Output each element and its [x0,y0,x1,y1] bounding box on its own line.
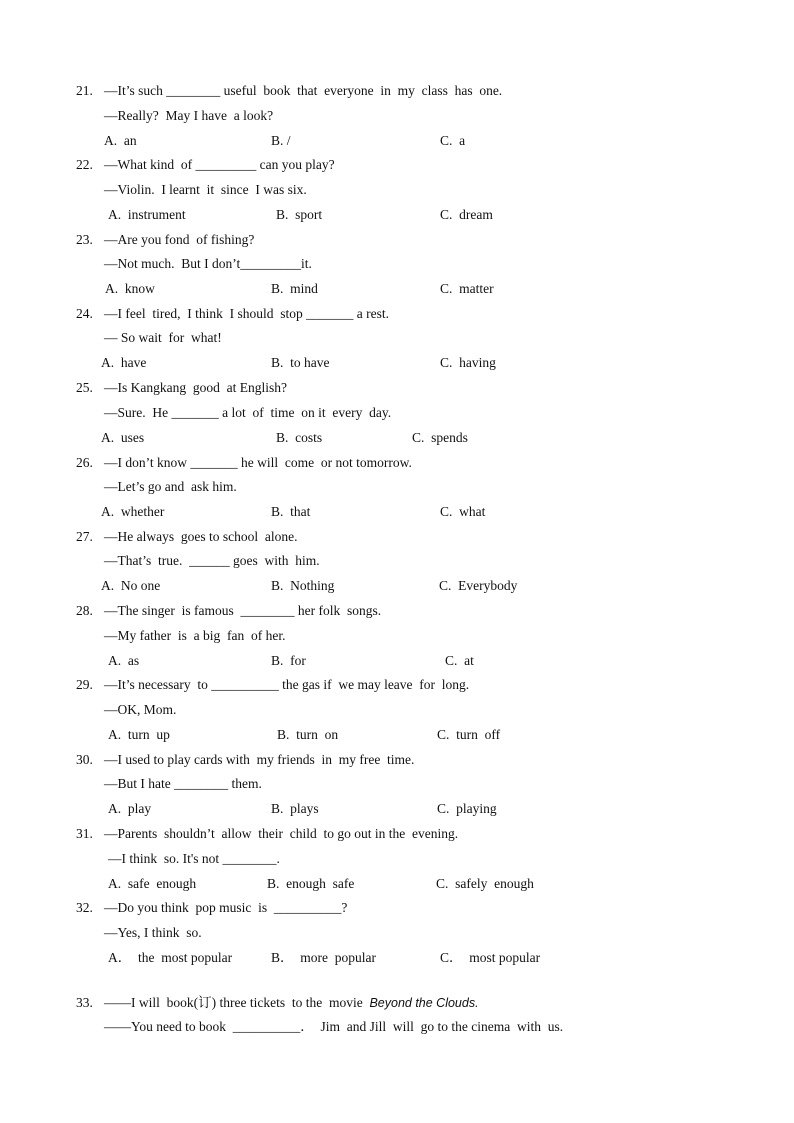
question-response: —My father is a big fan of her. [104,627,286,643]
question-number: 26. [76,454,93,470]
answer-option-c: C. spends [412,429,468,445]
question-response: —Sure. He _______ a lot of time on it every day. [104,404,392,420]
question-response: —Let’s go and ask him. [104,479,237,494]
question-number: 32. [76,900,93,916]
answer-option-b: B. enough safe [267,875,355,891]
question-prompt [76,603,381,619]
answer-option-a: A. as [108,652,140,668]
question-response: —I think so. It's not ________. [108,850,280,866]
answer-option-c: C. a [440,132,466,148]
question-prompt [76,826,458,842]
question-response: —Not much. But I don’t_________it. [104,256,312,272]
answer-option-c: C. at [445,652,474,668]
question-text: —The singer is famous ________ her folk songs. [104,603,382,619]
question-33-prompt [76,995,479,1011]
question-prompt [76,752,414,768]
question-text: —It’s necessary to __________ the gas if we may leave for long. [104,677,470,693]
question-number: 33. [76,995,93,1010]
answer-option-a: A. turn up [108,726,170,742]
answer-option-b: B. sport [276,206,323,222]
question-prompt [76,900,347,916]
answer-option-b: B. plays [271,801,319,817]
answer-option-a: A. No one [101,578,161,594]
question-number: 31. [76,826,93,841]
question-prompt [76,380,287,396]
question-number: 24. [76,305,93,321]
question-text: —Do you think pop music is __________? [104,900,348,916]
question-number: 30. [76,751,93,767]
answer-option-b: B. for [271,652,306,668]
question-text: —Are you fond of fishing? [104,231,255,247]
question-prompt [76,232,254,248]
answer-option-b: B. costs [276,429,323,445]
question-prompt [76,306,389,322]
question-response: —Yes, I think so. [104,924,202,940]
answer-option-c: C. safely enough [436,875,534,891]
question-number: 28. [76,603,93,619]
question-text: —Parents shouldn’t allow their child to go out in the evening. [104,826,459,841]
question-response: —That’s true. ______ goes with him. [104,553,320,569]
answer-option-c: C. dream [440,206,493,222]
question-response: —But I hate ________ them. [104,776,262,792]
answer-option-c: C. Everybody [439,578,518,594]
answer-option-a: A. safe enough [108,875,197,891]
answer-option-a: A． the most popular [108,949,233,965]
answer-option-a: A. play [108,801,152,817]
question-number: 22. [76,157,93,173]
question-prompt [76,529,297,545]
answer-option-b: B. that [271,504,311,519]
question-text: —He always goes to school alone. [104,528,298,544]
question-response: —Violin. I learnt it since I was six. [104,181,307,197]
answer-option-a: A. an [104,132,137,148]
answer-option-c: C. matter [440,281,494,297]
question-text: —I don’t know _______ he will come or not tomorrow. [104,454,412,470]
answer-option-a: A. whether [101,504,165,519]
question-number: 29. [76,677,93,693]
answer-option-b: B． more popular [271,949,376,965]
question-prompt [76,157,335,173]
question-text: —Is Kangkang good at English? [104,380,287,396]
answer-option-a: A. uses [101,429,145,445]
answer-option-a: A. instrument [108,206,186,222]
answer-option-b: B. turn on [277,726,339,742]
question-number: 21. [76,83,93,98]
question-response: —OK, Mom. [104,701,177,717]
question-number: 27. [76,528,93,544]
answer-option-c: C. turn off [437,726,501,742]
question-text: —What kind of _________ can you play? [104,157,335,173]
answer-option-b: B. to have [271,355,330,371]
answer-option-b: B. Nothing [271,578,335,594]
question-prompt [76,455,412,471]
question-text: —I used to play cards with my friends in my free time. [104,751,415,767]
answer-option-c: C． most popular [440,949,541,965]
answer-option-a: A. have [101,355,147,371]
question-number: 25. [76,380,93,396]
answer-option-a: A. know [105,281,155,297]
answer-option-c: C. playing [437,801,497,817]
question-text: —I feel tired, I think I should stop _______ a rest. [104,305,389,321]
movie-title: Beyond the Clouds. [369,996,479,1010]
question-text: ——I will book(订) three tickets to the movie [104,995,363,1010]
question-prompt [76,677,469,693]
question-response: — So wait for what! [104,330,222,346]
answer-option-c: C. having [440,355,496,371]
question-prompt [76,83,502,99]
answer-option-b: B. mind [271,281,318,297]
question-33-response: ——You need to book __________． Jim and Jill will go to the cinema with us. [104,1019,564,1034]
question-response: —Really? May I have a look? [104,107,274,123]
question-text: —It’s such ________ useful book that everyone in my class has one. [104,83,503,98]
answer-option-b: B. / [271,132,291,148]
answer-option-c: C. what [440,504,486,519]
question-number: 23. [76,231,93,247]
